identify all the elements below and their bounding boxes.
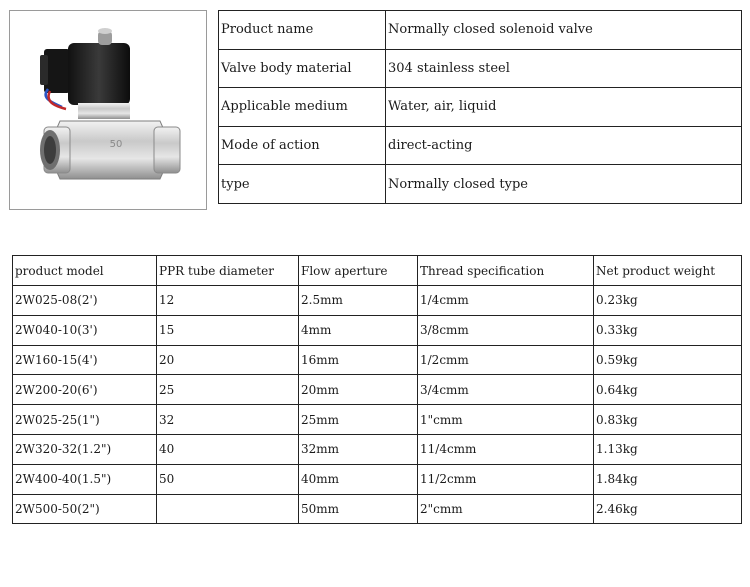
table-row — [13, 434, 742, 464]
table-cell: 3/8cmm — [418, 315, 594, 345]
table-cell: 20 — [157, 345, 299, 375]
spec-value: Normally closed type — [386, 165, 742, 204]
table-cell: 25 — [157, 375, 299, 405]
table-cell: 2W040-10(3') — [13, 315, 157, 345]
spec-label: Valve body material — [219, 49, 386, 88]
spec-value: Normally closed solenoid valve — [386, 11, 742, 50]
table-cell: 16mm — [299, 345, 418, 375]
column-header: PPR tube diameter — [157, 256, 299, 286]
table-row — [13, 286, 742, 316]
column-header: Net product weight — [594, 256, 742, 286]
table-cell: 2.5mm — [299, 286, 418, 316]
table-cell: 40 — [157, 434, 299, 464]
spec-label: Applicable medium — [219, 88, 386, 127]
solenoid-valve-photo — [10, 11, 206, 209]
table-cell: 2W200-20(6') — [13, 375, 157, 405]
table-row — [13, 345, 742, 375]
table-cell: 1.13kg — [594, 434, 742, 464]
table-cell: 2W320-32(1.2") — [13, 434, 157, 464]
spec-table — [218, 10, 742, 204]
table-cell: 2.46kg — [594, 494, 742, 524]
table-cell: 0.83kg — [594, 405, 742, 435]
table-cell: 25mm — [299, 405, 418, 435]
table-cell: 1/2cmm — [418, 345, 594, 375]
table-cell: 11/4cmm — [418, 434, 594, 464]
table-cell: 12 — [157, 286, 299, 316]
table-cell: 3/4cmm — [418, 375, 594, 405]
table-cell: 15 — [157, 315, 299, 345]
table-cell: 50mm — [299, 494, 418, 524]
spec-row — [219, 11, 742, 50]
spec-label: Mode of action — [219, 126, 386, 165]
product-photo-frame — [9, 10, 207, 210]
spec-row — [219, 126, 742, 165]
table-cell: 32 — [157, 405, 299, 435]
table-cell: 20mm — [299, 375, 418, 405]
table-row — [13, 405, 742, 435]
table-cell: 40mm — [299, 464, 418, 494]
table-cell: 2W160-15(4') — [13, 345, 157, 375]
column-header: Flow aperture — [299, 256, 418, 286]
solenoid-coil — [68, 43, 130, 105]
valve-body-mark: 50 — [109, 139, 123, 150]
column-header: Thread specification — [418, 256, 594, 286]
column-header: product model — [13, 256, 157, 286]
table-cell: 0.33kg — [594, 315, 742, 345]
spec-row — [219, 49, 742, 88]
table-cell — [157, 494, 299, 524]
table-cell: 0.23kg — [594, 286, 742, 316]
table-cell: 4mm — [299, 315, 418, 345]
table-cell: 2W025-08(2') — [13, 286, 157, 316]
table-cell: 1"cmm — [418, 405, 594, 435]
table-row — [13, 375, 742, 405]
spec-value: direct-acting — [386, 126, 742, 165]
model-table-header — [13, 256, 742, 286]
table-row — [13, 315, 742, 345]
spec-value: 304 stainless steel — [386, 49, 742, 88]
table-cell: 1.84kg — [594, 464, 742, 494]
model-table — [12, 255, 742, 524]
table-cell: 2"cmm — [418, 494, 594, 524]
table-cell: 50 — [157, 464, 299, 494]
table-cell: 0.64kg — [594, 375, 742, 405]
table-cell: 1/4cmm — [418, 286, 594, 316]
spec-label: Product name — [219, 11, 386, 50]
table-row — [13, 494, 742, 524]
table-cell: 2W500-50(2") — [13, 494, 157, 524]
table-row — [13, 464, 742, 494]
table-cell: 32mm — [299, 434, 418, 464]
table-cell: 2W025-25(1") — [13, 405, 157, 435]
table-cell: 11/2cmm — [418, 464, 594, 494]
spec-label: type — [219, 165, 386, 204]
spec-row — [219, 88, 742, 127]
table-cell: 2W400-40(1.5") — [13, 464, 157, 494]
spec-row — [219, 165, 742, 204]
spec-value: Water, air, liquid — [386, 88, 742, 127]
table-cell: 0.59kg — [594, 345, 742, 375]
